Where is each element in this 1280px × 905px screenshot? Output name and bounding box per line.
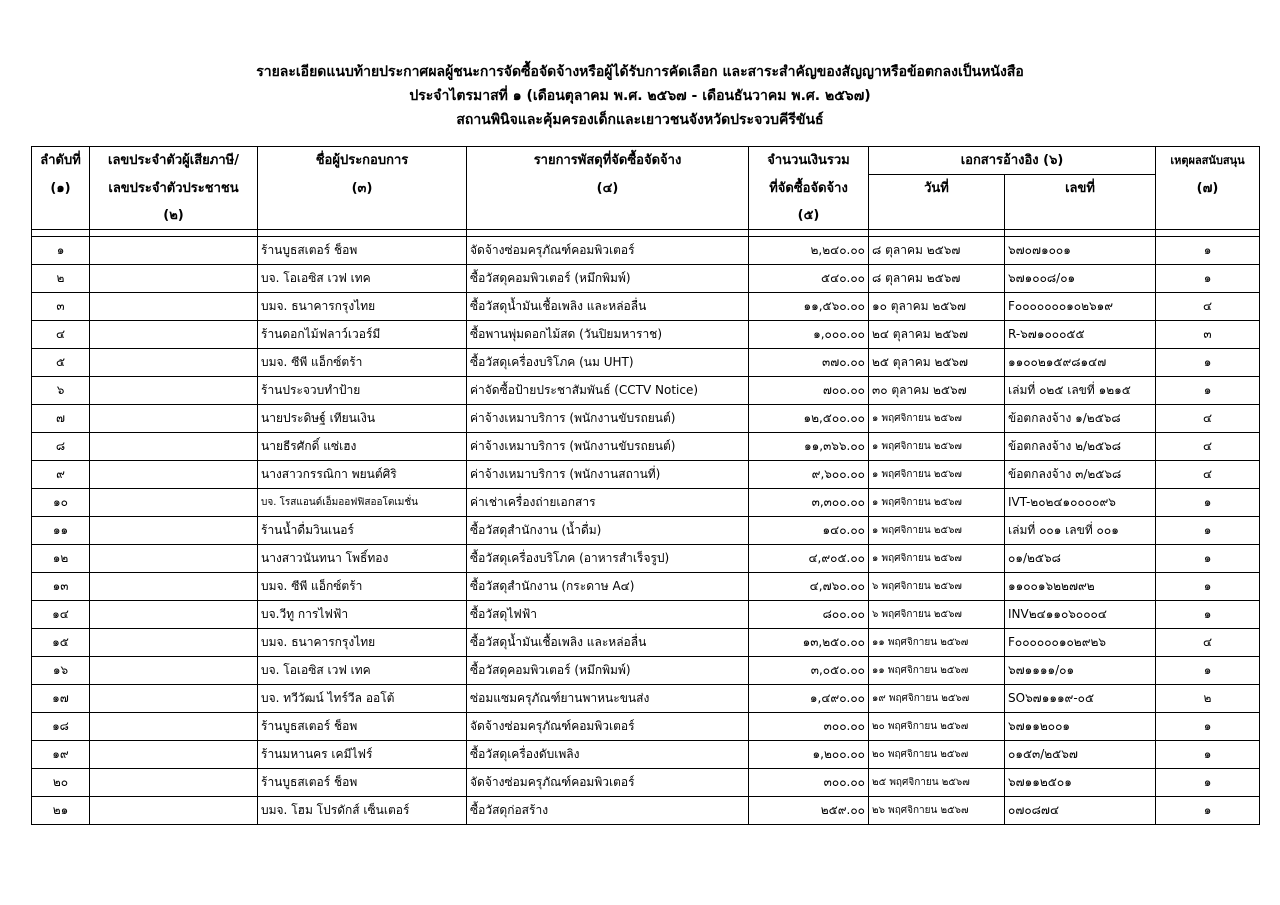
title-line-3: สถานพินิจและคุ้มครองเด็กและเยาวชนจังหวัดประจวบคีรีขันธ์ [456,112,824,128]
spacer-cell [869,229,1005,236]
header-vendor-num: (๓) [258,175,467,202]
cell-item: ซื้อวัสดุคอมพิวเตอร์ (หมึกพิมพ์) [467,264,749,292]
cell-ref-date: ๒๐ พฤศจิกายน ๒๕๖๗ [869,740,1005,768]
header-item-blank [467,202,749,230]
cell-vendor: บจ.วีทู การไฟฟ้า [258,600,467,628]
cell-vendor: บจ. โอเอซิส เวฟ เทค [258,264,467,292]
cell-no: ๑ [32,236,90,264]
cell-taxid [90,572,258,600]
cell-taxid [90,740,258,768]
table-row [32,432,1260,460]
cell-no: ๑๖ [32,656,90,684]
cell-vendor: บมจ. ธนาคารกรุงไทย [258,628,467,656]
cell-taxid [90,348,258,376]
cell-vendor: นางสาวกรรณิกา พยนต์ศิริ [258,460,467,488]
cell-item: ซื้อวัสดุไฟฟ้า [467,600,749,628]
cell-no: ๘ [32,432,90,460]
table-row [32,684,1260,712]
cell-item: จัดจ้างซ่อมครุภัณฑ์คอมพิวเตอร์ [467,236,749,264]
cell-amount: ๔,๙๐๕.๐๐ [749,544,869,572]
cell-ref-date: ๑๑ พฤศจิกายน ๒๕๖๗ [869,656,1005,684]
cell-amount: ๓๐๐.๐๐ [749,768,869,796]
cell-ref-no: ๖๗๑๐๐๘/๐๑ [1005,264,1156,292]
table-row [32,544,1260,572]
cell-amount: ๑๑,๕๖๐.๐๐ [749,292,869,320]
header-amount-2: ที่จัดซื้อจัดจ้าง [749,175,869,202]
cell-item: ซ่อมแซมครุภัณฑ์ยานพาหนะขนส่ง [467,684,749,712]
cell-no: ๑๐ [32,488,90,516]
cell-reason: ๑ [1156,376,1260,404]
cell-amount: ๓๐๐.๐๐ [749,712,869,740]
table-row [32,600,1260,628]
cell-reason: ๑ [1156,348,1260,376]
table-row [32,740,1260,768]
cell-ref-no: ๐๗๐๘๗๔ [1005,796,1156,824]
cell-reason: ๔ [1156,432,1260,460]
cell-item: ค่าจ้างเหมาบริการ (พนักงานสถานที่) [467,460,749,488]
header-no-blank [32,202,90,230]
cell-ref-date: ๑ พฤศจิกายน ๒๕๖๗ [869,460,1005,488]
cell-ref-date: ๑๙ พฤศจิกายน ๒๕๖๗ [869,684,1005,712]
cell-vendor: บมจ. โฮม โปรดักส์ เซ็นเตอร์ [258,796,467,824]
cell-item: ซื้อวัสดุสำนักงาน (กระดาษ A๔) [467,572,749,600]
cell-ref-no: IVT-๒๐๒๔๑๐๐๐๐๙๖ [1005,488,1156,516]
cell-item: ซื้อพานพุ่มดอกไม้สด (วันปิยมหาราช) [467,320,749,348]
cell-ref-no: SO๖๗๑๑๑๙-๐๕ [1005,684,1156,712]
header-no-num: (๑) [32,175,90,202]
header-vendor-blank [258,202,467,230]
cell-item: ซื้อวัสดุน้ำมันเชื้อเพลิง และหล่อลื่น [467,628,749,656]
header-amount: จำนวนเงินรวม [749,147,869,175]
cell-amount: ๔,๗๖๐.๐๐ [749,572,869,600]
header-item: รายการพัสดุที่จัดซื้อจัดจ้าง [467,147,749,175]
cell-taxid [90,684,258,712]
header-no: ลำดับที่ [32,147,90,175]
cell-vendor: บมจ. ธนาคารกรุงไทย [258,292,467,320]
cell-vendor: บจ. ทวีวัฒน์ ไทร์วีล ออโต้ [258,684,467,712]
cell-taxid [90,516,258,544]
table-row [32,236,1260,264]
cell-ref-date: ๑ พฤศจิกายน ๒๕๖๗ [869,544,1005,572]
spacer-cell [32,229,90,236]
cell-no: ๙ [32,460,90,488]
cell-no: ๑๕ [32,628,90,656]
header-taxid: เลขประจำตัวผู้เสียภาษี/ [90,147,258,175]
cell-ref-date: ๖ พฤศจิกายน ๒๕๖๗ [869,572,1005,600]
cell-item: ค่าจัดซื้อป้ายประชาสัมพันธ์ (CCTV Notice) [467,376,749,404]
table-row [32,348,1260,376]
cell-amount: ๓,๐๕๐.๐๐ [749,656,869,684]
cell-taxid [90,376,258,404]
cell-amount: ๑๓,๒๕๐.๐๐ [749,628,869,656]
cell-ref-date: ๑ พฤศจิกายน ๒๕๖๗ [869,432,1005,460]
table-row [32,264,1260,292]
table-body [32,229,1260,824]
cell-ref-no: เล่มที่ ๐๐๑ เลขที่ ๐๐๑ [1005,516,1156,544]
cell-amount: ๗๐๐.๐๐ [749,376,869,404]
cell-ref-no: ข้อตกลงจ้าง ๑/๒๕๖๘ [1005,404,1156,432]
cell-ref-date: ๑ พฤศจิกายน ๒๕๖๗ [869,516,1005,544]
cell-vendor: บจ. โอเอซิส เวฟ เทค [258,656,467,684]
header-taxid-2: เลขประจำตัวประชาชน [90,175,258,202]
cell-no: ๕ [32,348,90,376]
cell-amount: ๒๕๙.๐๐ [749,796,869,824]
cell-no: ๗ [32,404,90,432]
header-vendor: ชื่อผู้ประกอบการ [258,147,467,175]
cell-reason: ๔ [1156,292,1260,320]
table-row [32,628,1260,656]
cell-taxid [90,544,258,572]
spacer-row [32,229,1260,236]
cell-reason: ๒ [1156,684,1260,712]
cell-ref-date: ๘ ตุลาคม ๒๕๖๗ [869,264,1005,292]
table-row [32,460,1260,488]
cell-reason: ๑ [1156,488,1260,516]
cell-reason: ๔ [1156,628,1260,656]
cell-ref-no: เล่มที่ ๐๒๕ เลขที่ ๑๒๑๕ [1005,376,1156,404]
spacer-cell [467,229,749,236]
cell-ref-no: ๖๗๑๑๒๐๐๑ [1005,712,1156,740]
cell-no: ๑๗ [32,684,90,712]
cell-no: ๓ [32,292,90,320]
cell-ref-no: ๐๑๕๓/๒๕๖๗ [1005,740,1156,768]
cell-vendor: นางสาวนันทนา โพธิ์ทอง [258,544,467,572]
cell-taxid [90,264,258,292]
cell-taxid [90,768,258,796]
cell-item: ซื้อวัสดุสำนักงาน (น้ำดื่ม) [467,516,749,544]
cell-amount: ๕๔๐.๐๐ [749,264,869,292]
title-line-2: ประจำไตรมาสที่ ๑ (เดือนตุลาคม พ.ศ. ๒๕๖๗ - เดือนธันวาคม พ.ศ. ๒๕๖๗) [409,88,871,104]
cell-ref-date: ๒๕ ตุลาคม ๒๕๖๗ [869,348,1005,376]
header-ref-date: วันที่ [869,175,1005,230]
cell-reason: ๓ [1156,320,1260,348]
cell-item: ซื้อวัสดุน้ำมันเชื้อเพลิง และหล่อลื่น [467,292,749,320]
header-reason: เหตุผลสนับสนุน [1156,147,1260,175]
cell-amount: ๑๔๐.๐๐ [749,516,869,544]
cell-no: ๒ [32,264,90,292]
cell-ref-no: F๐๐๐๐๐๐๑๐๒๙๒๖ [1005,628,1156,656]
cell-taxid [90,292,258,320]
cell-vendor: ร้านมหานคร เคมีไฟร์ [258,740,467,768]
cell-amount: ๑,๒๐๐.๐๐ [749,740,869,768]
cell-amount: ๓๗๐.๐๐ [749,348,869,376]
cell-reason: ๑ [1156,264,1260,292]
header-reference: เอกสารอ้างอิง (๖) [869,147,1156,175]
spacer-cell [90,229,258,236]
cell-ref-no: ๑๑๐๐๑๖๒๒๗๙๒ [1005,572,1156,600]
cell-ref-date: ๒๐ พฤศจิกายน ๒๕๖๗ [869,712,1005,740]
table-row [32,796,1260,824]
cell-reason: ๑ [1156,712,1260,740]
cell-vendor: บจ. โรสแอนด์เอ็มออฟฟิสออโตเมชั่น [258,488,467,516]
cell-ref-no: ๖๗๑๑๒๕๐๑ [1005,768,1156,796]
cell-no: ๑๒ [32,544,90,572]
header-item-num: (๔) [467,175,749,202]
cell-taxid [90,796,258,824]
header-reason-num: (๗) [1156,175,1260,202]
table-header [32,147,1260,230]
cell-item: ซื้อวัสดุก่อสร้าง [467,796,749,824]
cell-vendor: นายธีรศักดิ์ แซ่เฮง [258,432,467,460]
cell-item: ค่าเช่าเครื่องถ่ายเอกสาร [467,488,749,516]
cell-taxid [90,712,258,740]
cell-taxid [90,628,258,656]
cell-amount: ๓,๓๐๐.๐๐ [749,488,869,516]
table-row [32,572,1260,600]
cell-vendor: ร้านบูธสเตอร์ ช็อพ [258,712,467,740]
cell-reason: ๑ [1156,796,1260,824]
cell-item: ซื้อวัสดุเครื่องบริโภค (นม UHT) [467,348,749,376]
cell-item: ซื้อวัสดุคอมพิวเตอร์ (หมึกพิมพ์) [467,656,749,684]
table-row [32,292,1260,320]
header-taxid-num: (๒) [90,202,258,230]
table-row [32,404,1260,432]
table-row [32,712,1260,740]
table-row [32,488,1260,516]
cell-amount: ๑๒,๕๐๐.๐๐ [749,404,869,432]
cell-taxid [90,432,258,460]
cell-amount: ๘๐๐.๐๐ [749,600,869,628]
header-ref-no: เลขที่ [1005,175,1156,230]
cell-reason: ๔ [1156,460,1260,488]
cell-taxid [90,656,258,684]
cell-vendor: บมจ. ซีพี แอ็กซ์ตร้า [258,348,467,376]
cell-taxid [90,236,258,264]
cell-ref-no: ๑๑๐๐๒๑๕๙๘๑๔๗ [1005,348,1156,376]
cell-ref-no: ข้อตกลงจ้าง ๓/๒๕๖๘ [1005,460,1156,488]
document-titles [0,60,1280,132]
cell-vendor: บมจ. ซีพี แอ็กซ์ตร้า [258,572,467,600]
cell-vendor: ร้านน้ำดื่มวินเนอร์ [258,516,467,544]
cell-reason: ๑ [1156,572,1260,600]
cell-ref-date: ๒๖ พฤศจิกายน ๒๕๖๗ [869,796,1005,824]
cell-reason: ๔ [1156,404,1260,432]
cell-vendor: นายประดิษฐ์ เทียนเงิน [258,404,467,432]
title-line-1: รายละเอียดแนบท้ายประกาศผลผู้ชนะการจัดซื้อจัดจ้างหรือผู้ได้รับการคัดเลือก และสาระสำคัญของสัญญาหรือข้อตกลงเป็นหนังสือ [256,64,1024,80]
cell-ref-no: F๐๐๐๐๐๐๐๑๐๒๖๑๙ [1005,292,1156,320]
cell-vendor: ร้านประจวบทำป้าย [258,376,467,404]
cell-item: จัดจ้างซ่อมครุภัณฑ์คอมพิวเตอร์ [467,768,749,796]
cell-reason: ๑ [1156,600,1260,628]
table-row [32,516,1260,544]
cell-reason: ๑ [1156,656,1260,684]
cell-reason: ๑ [1156,740,1260,768]
cell-ref-date: ๑ พฤศจิกายน ๒๕๖๗ [869,488,1005,516]
cell-no: ๑๓ [32,572,90,600]
cell-reason: ๑ [1156,516,1260,544]
cell-reason: ๑ [1156,544,1260,572]
cell-vendor: ร้านบูธสเตอร์ ช็อพ [258,768,467,796]
cell-item: ค่าจ้างเหมาบริการ (พนักงานขับรถยนต์) [467,432,749,460]
cell-ref-no: ๖๗๑๑๑๑/๐๑ [1005,656,1156,684]
cell-amount: ๒,๒๔๐.๐๐ [749,236,869,264]
spacer-cell [258,229,467,236]
cell-ref-date: ๑ พฤศจิกายน ๒๕๖๗ [869,404,1005,432]
cell-no: ๑๔ [32,600,90,628]
spacer-cell [1005,229,1156,236]
cell-vendor: ร้านบูธสเตอร์ ช็อพ [258,236,467,264]
cell-amount: ๑๑,๓๖๖.๐๐ [749,432,869,460]
cell-ref-date: ๖ พฤศจิกายน ๒๕๖๗ [869,600,1005,628]
cell-no: ๒๐ [32,768,90,796]
cell-no: ๒๑ [32,796,90,824]
cell-ref-date: ๒๔ ตุลาคม ๒๕๖๗ [869,320,1005,348]
cell-ref-no: ข้อตกลงจ้าง ๒/๒๕๖๘ [1005,432,1156,460]
cell-item: ซื้อวัสดุเครื่องดับเพลิง [467,740,749,768]
cell-taxid [90,600,258,628]
spacer-cell [1156,229,1260,236]
header-amount-num: (๕) [749,202,869,230]
header-reason-blank [1156,202,1260,230]
cell-ref-no: ๖๗๐๗๑๐๐๑ [1005,236,1156,264]
cell-vendor: ร้านดอกไม้ฟลาว์เวอร์มี [258,320,467,348]
cell-ref-date: ๘ ตุลาคม ๒๕๖๗ [869,236,1005,264]
cell-taxid [90,460,258,488]
cell-ref-date: ๒๕ พฤศจิกายน ๒๕๖๗ [869,768,1005,796]
cell-amount: ๙,๖๐๐.๐๐ [749,460,869,488]
cell-amount: ๑,๔๙๐.๐๐ [749,684,869,712]
spacer-cell [749,229,869,236]
cell-ref-date: ๓๐ ตุลาคม ๒๕๖๗ [869,376,1005,404]
cell-amount: ๑,๐๐๐.๐๐ [749,320,869,348]
cell-ref-date: ๑๑ พฤศจิกายน ๒๕๖๗ [869,628,1005,656]
cell-no: ๔ [32,320,90,348]
table-row [32,320,1260,348]
table-row [32,768,1260,796]
cell-item: ค่าจ้างเหมาบริการ (พนักงานขับรถยนต์) [467,404,749,432]
cell-ref-date: ๑๐ ตุลาคม ๒๕๖๗ [869,292,1005,320]
cell-item: ซื้อวัสดุเครื่องบริโภค (อาหารสำเร็จรูป) [467,544,749,572]
cell-taxid [90,320,258,348]
cell-reason: ๑ [1156,236,1260,264]
cell-no: ๑๙ [32,740,90,768]
cell-ref-no: INV๒๔๑๑๐๖๐๐๐๔ [1005,600,1156,628]
procurement-table [31,146,1260,825]
table-row [32,656,1260,684]
cell-ref-no: R-๖๗๑๐๐๐๕๕ [1005,320,1156,348]
cell-ref-no: ๐๑/๒๕๖๘ [1005,544,1156,572]
cell-taxid [90,488,258,516]
cell-no: ๑๑ [32,516,90,544]
cell-reason: ๑ [1156,768,1260,796]
table-row [32,376,1260,404]
cell-no: ๖ [32,376,90,404]
cell-taxid [90,404,258,432]
cell-no: ๑๘ [32,712,90,740]
cell-item: จัดจ้างซ่อมครุภัณฑ์คอมพิวเตอร์ [467,712,749,740]
